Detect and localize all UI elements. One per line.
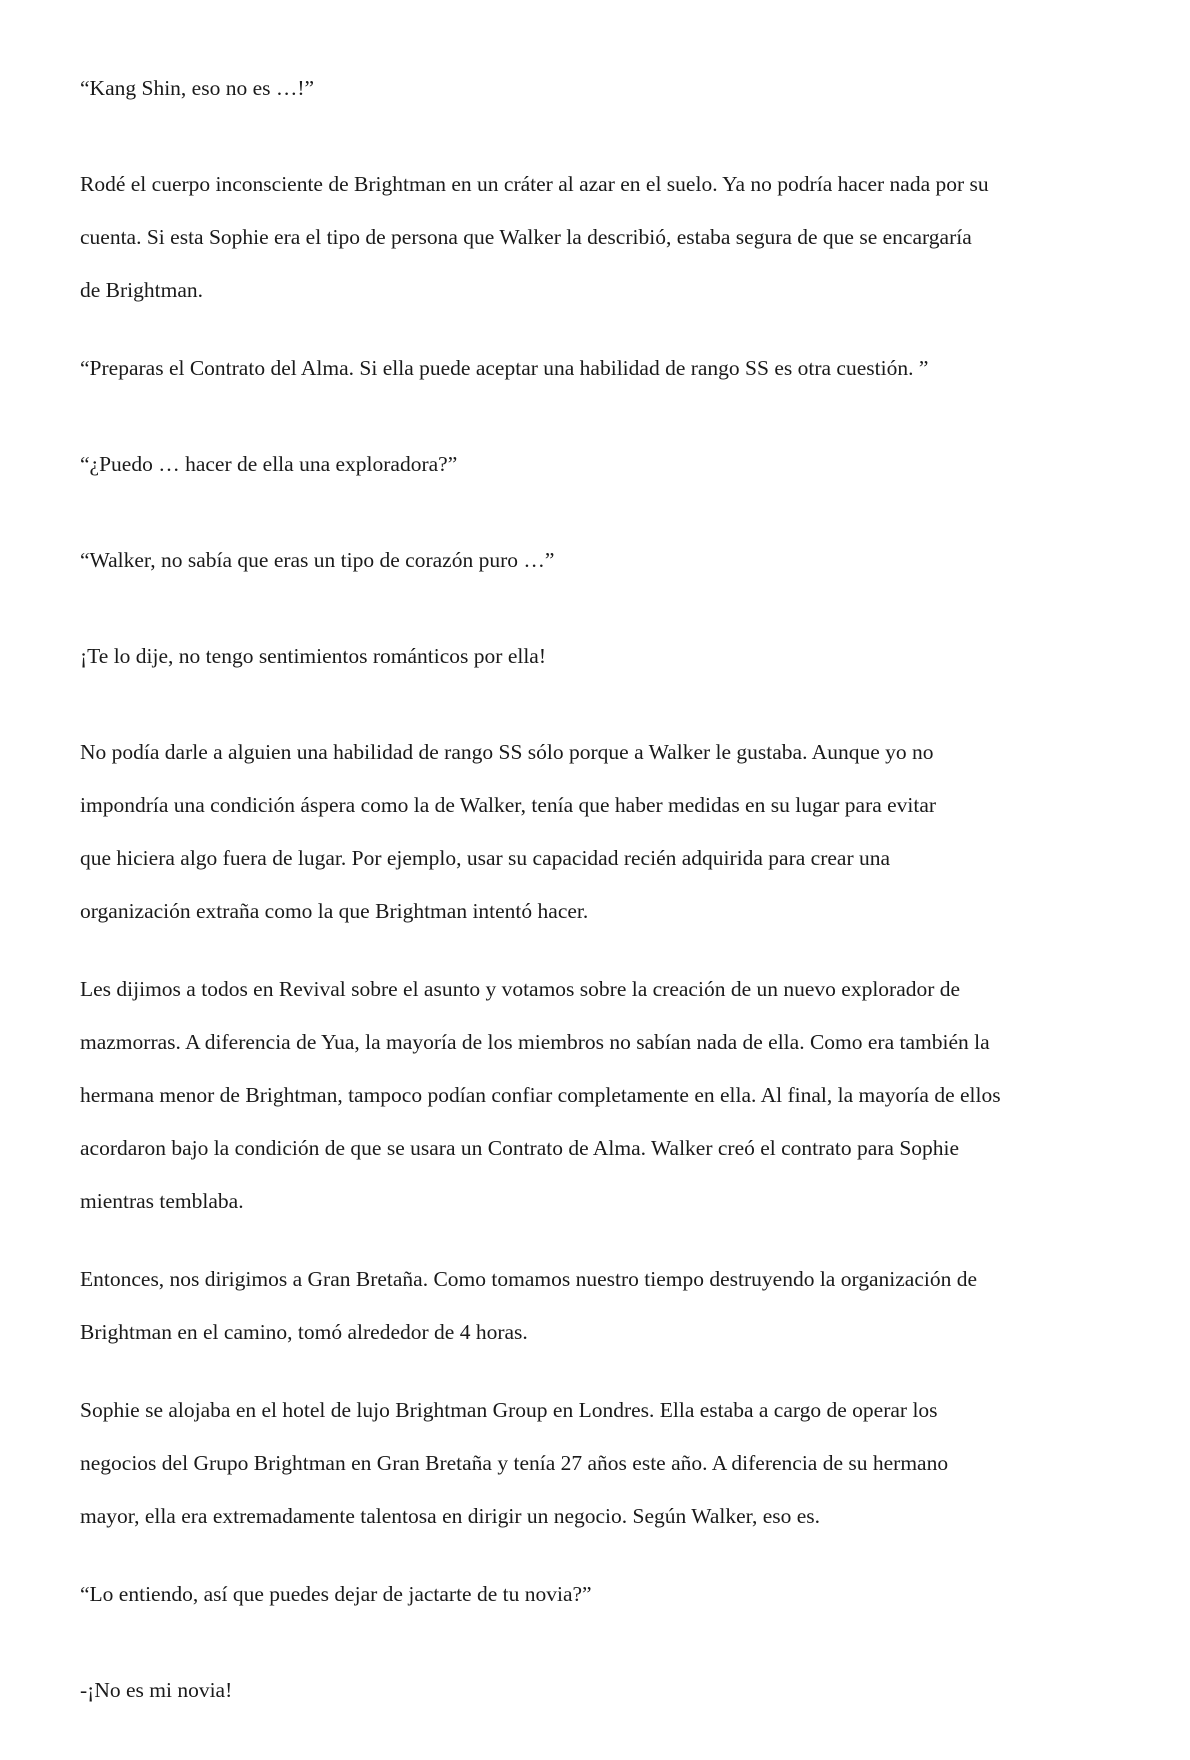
text-line: Les dijimos a todos en Revival sobre el asunto y votamos sobre la creación de un nuevo explorador de xyxy=(80,977,961,1001)
paragraph-narration xyxy=(80,1384,1120,1543)
text-line: “Kang Shin, eso no es …!” xyxy=(80,76,315,100)
text-line: mientras temblaba. xyxy=(80,1189,244,1213)
text-line: acordaron bajo la condición de que se usara un Contrato de Alma. Walker creó el contrato para Sophie xyxy=(80,1136,960,1160)
paragraph-dialogue xyxy=(80,62,1120,115)
text-line: mayor, ella era extremadamente talentosa en dirigir un negocio. Según Walker, eso es. xyxy=(80,1504,821,1528)
paragraph-narration xyxy=(80,726,1120,938)
text-line: que hiciera algo fuera de lugar. Por ejemplo, usar su capacidad recién adquirida para crear una xyxy=(80,846,891,870)
text-line: hermana menor de Brightman, tampoco podían confiar completamente en ella. Al final, la mayoría de ellos xyxy=(80,1083,1001,1107)
paragraph-narration xyxy=(80,1253,1120,1359)
paragraph-dialogue xyxy=(80,1664,1120,1717)
text-line: cuenta. Si esta Sophie era el tipo de persona que Walker la describió, estaba segura de que se encargaría xyxy=(80,225,972,249)
paragraph-dialogue xyxy=(80,1568,1120,1621)
document-page xyxy=(80,62,1120,1760)
text-line: “¿Puedo … hacer de ella una exploradora?” xyxy=(80,452,458,476)
paragraph-dialogue xyxy=(80,534,1120,587)
paragraph-exclamation xyxy=(80,630,1120,683)
text-line: “Lo entiendo, así que puedes dejar de jactarte de tu novia?” xyxy=(80,1582,592,1606)
text-line: de Brightman. xyxy=(80,278,204,302)
paragraph-dialogue xyxy=(80,342,1120,395)
paragraph-narration xyxy=(80,963,1120,1228)
text-line: Brightman en el camino, tomó alrededor de 4 horas. xyxy=(80,1320,528,1344)
text-line: No podía darle a alguien una habilidad de rango SS sólo porque a Walker le gustaba. Aunque yo no xyxy=(80,740,934,764)
paragraph-narration xyxy=(80,158,1120,317)
text-line: “Preparas el Contrato del Alma. Si ella puede aceptar una habilidad de rango SS es otra cuestión. ” xyxy=(80,356,929,380)
paragraph-dialogue xyxy=(80,438,1120,491)
text-line: Rodé el cuerpo inconsciente de Brightman en un cráter al azar en el suelo. Ya no podría hacer nada por su xyxy=(80,172,989,196)
text-line: impondría una condición áspera como la de Walker, tenía que haber medidas en su lugar para evitar xyxy=(80,793,937,817)
text-line: negocios del Grupo Brightman en Gran Bretaña y tenía 27 años este año. A diferencia de su hermano xyxy=(80,1451,949,1475)
text-line: Sophie se alojaba en el hotel de lujo Brightman Group en Londres. Ella estaba a cargo de operar los xyxy=(80,1398,938,1422)
text-line: ¡Te lo dije, no tengo sentimientos románticos por ella! xyxy=(80,644,547,668)
text-line: Entonces, nos dirigimos a Gran Bretaña. Como tomamos nuestro tiempo destruyendo la organización de xyxy=(80,1267,978,1291)
text-line: organización extraña como la que Brightman intentó hacer. xyxy=(80,899,589,923)
text-line: -¡No es mi novia! xyxy=(80,1678,233,1702)
text-line: mazmorras. A diferencia de Yua, la mayoría de los miembros no sabían nada de ella. Como era también la xyxy=(80,1030,990,1054)
text-line: “Walker, no sabía que eras un tipo de corazón puro …” xyxy=(80,548,555,572)
